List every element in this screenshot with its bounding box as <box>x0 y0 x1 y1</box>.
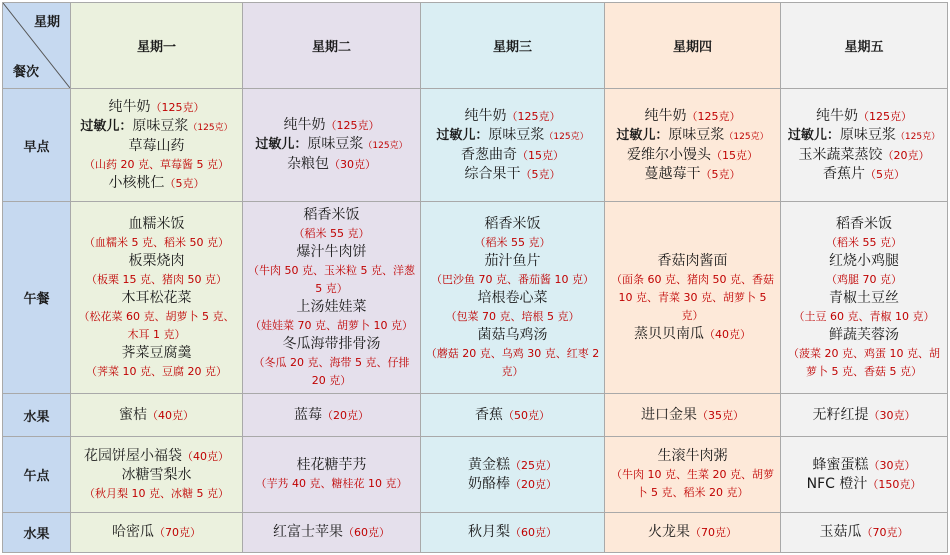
header-row <box>3 3 948 89</box>
menu-line <box>247 335 416 354</box>
menu-line <box>75 363 238 381</box>
portion-amount: （125克） <box>724 131 769 142</box>
dish-name: 原味豆浆 <box>668 126 725 143</box>
menu-line <box>247 243 416 262</box>
portion-amount: （125克） <box>544 131 589 142</box>
menu-line <box>425 475 600 494</box>
cell-fruit2-mon <box>71 513 243 553</box>
portion-amount: （15克） <box>517 148 564 162</box>
menu-line <box>75 215 238 234</box>
allergy-label: 过敏儿： <box>436 127 489 143</box>
menu-line <box>609 523 776 542</box>
dish-name: 爱维尔小馒头 <box>627 146 711 163</box>
dish-name: 原味豆浆 <box>132 117 189 134</box>
menu-line <box>785 406 943 425</box>
portion-amount: （芋艿 40 克、糖桂花 10 克） <box>255 477 408 490</box>
menu-line <box>425 165 600 184</box>
dish-name: 火龙果 <box>648 524 690 540</box>
menu-line <box>75 485 238 503</box>
cell-breakfast-wed <box>421 89 605 202</box>
menu-line <box>75 289 238 308</box>
dish-name: 蒸贝贝南瓜 <box>634 325 704 342</box>
dish-name: 玉菇瓜 <box>819 524 862 540</box>
menu-line <box>785 289 943 308</box>
menu-line <box>609 466 776 502</box>
cell-fruit1-thu <box>605 394 781 437</box>
menu-line <box>785 456 943 475</box>
menu-line <box>609 252 776 271</box>
portion-amount: （牛肉 10 克、生菜 20 克、胡萝卜 5 克、稻米 20 克） <box>611 468 774 499</box>
corner-label-meal: 餐次 <box>13 65 40 80</box>
portion-amount: （稻米 55 克） <box>474 235 551 249</box>
portion-amount: （125克） <box>325 119 380 132</box>
menu-line <box>247 116 416 135</box>
menu-line <box>247 135 416 155</box>
menu-line <box>785 234 943 252</box>
day-header-thu: 星期四 <box>605 3 781 89</box>
menu-line <box>609 406 776 425</box>
menu-line <box>425 234 600 252</box>
menu-line <box>75 523 238 542</box>
day-header-fri: 星期五 <box>781 3 948 89</box>
allergy-label: 过敏儿： <box>787 127 840 143</box>
menu-line <box>247 406 416 425</box>
menu-line <box>75 271 238 289</box>
dish-name: 草莓山药 <box>128 137 185 154</box>
portion-amount: （松花菜 60 克、胡萝卜 5 克、木耳 1 克） <box>78 309 235 341</box>
portion-amount: （125克） <box>150 100 205 114</box>
menu-line <box>247 475 416 493</box>
dish-name: 纯牛奶 <box>108 98 151 115</box>
portion-amount: （20克） <box>882 148 930 162</box>
dish-name: 茄汁鱼片 <box>484 252 541 269</box>
portion-amount: （5克） <box>520 167 561 181</box>
portion-amount: （25克） <box>510 458 557 472</box>
menu-line <box>785 271 943 289</box>
row-snack <box>3 437 948 513</box>
dish-name: 菌菇乌鸡汤 <box>477 326 548 343</box>
allergy-label: 过敏儿： <box>80 118 133 134</box>
menu-line <box>785 126 943 146</box>
allergy-label: 过敏儿： <box>255 137 308 152</box>
menu-line <box>75 308 238 344</box>
portion-amount: （15克） <box>711 148 758 162</box>
portion-amount: （板栗 15 克、猪肉 50 克） <box>86 272 227 286</box>
cell-snack-mon <box>71 437 243 513</box>
portion-amount: （冬瓜 20 克、海带 5 克、仔排 20 克） <box>253 355 410 387</box>
menu-line <box>785 308 943 326</box>
corner-label-weekday: 星期 <box>33 15 60 30</box>
menu-line <box>247 225 416 243</box>
menu-line <box>785 252 943 271</box>
portion-amount: （娃娃菜 70 克、胡萝卜 10 克） <box>250 318 413 332</box>
portion-amount: （40克） <box>182 449 229 463</box>
cell-lunch-tue <box>243 202 421 394</box>
dish-name: 综合果干 <box>464 165 521 182</box>
dish-name: 小核桃仁 <box>108 174 165 191</box>
corner-cell <box>3 3 71 89</box>
dish-name: NFC 橙汁 <box>806 475 868 492</box>
weekly-menu-table <box>2 2 948 553</box>
dish-name: 香菇肉酱面 <box>657 252 728 269</box>
dish-name: 青椒土豆丝 <box>829 289 899 306</box>
menu-line <box>425 271 600 289</box>
portion-amount: （巴沙鱼 70 克、番茄酱 10 克） <box>431 272 594 286</box>
dish-name: 爆汁牛肉饼 <box>296 243 367 260</box>
portion-amount: （125克） <box>686 109 741 123</box>
portion-amount: （牛肉 50 克、玉米粒 5 克、洋葱 5 克） <box>248 263 415 295</box>
portion-amount: （125克） <box>506 109 561 123</box>
cell-fruit1-fri <box>781 394 948 437</box>
menu-line <box>425 345 600 381</box>
portion-amount: （面条 60 克、猪肉 50 克、香菇 10 克、青菜 30 克、胡萝卜 5 克） <box>611 272 774 322</box>
portion-amount: （125克） <box>363 141 408 151</box>
menu-line <box>785 165 943 184</box>
cell-lunch-thu <box>605 202 781 394</box>
portion-amount: （稻米 55 克） <box>293 226 370 240</box>
cell-breakfast-thu <box>605 89 781 202</box>
dish-name: 纯牛奶 <box>644 107 687 124</box>
menu-line <box>75 447 238 466</box>
menu-line <box>609 107 776 126</box>
menu-line <box>609 165 776 184</box>
menu-line <box>785 146 943 165</box>
dish-name: 血糯米饭 <box>128 215 185 232</box>
meal-header-breakfast: 早点 <box>3 89 71 202</box>
dish-name: 冰糖雪梨水 <box>121 466 192 483</box>
portion-amount: （菠菜 20 克、鸡蛋 10 克、胡萝卜 5 克、香菇 5 克） <box>788 346 940 378</box>
portion-amount: （40克） <box>704 327 751 341</box>
dish-name: 生滚牛肉粥 <box>657 448 728 464</box>
cell-fruit2-thu <box>605 513 781 553</box>
menu-line <box>247 155 416 174</box>
portion-amount: （荠菜 10 克、豆腐 20 克） <box>86 364 227 378</box>
portion-amount: （70克） <box>154 526 201 539</box>
dish-name: 无籽红提 <box>812 406 869 423</box>
menu-line <box>425 326 600 345</box>
menu-line <box>425 146 600 165</box>
menu-line <box>247 456 416 475</box>
dish-name: 稻香米饭 <box>303 206 360 223</box>
meal-header-fruit-1: 水果 <box>3 394 71 437</box>
portion-amount: （125克） <box>188 122 233 133</box>
portion-amount: （5克） <box>700 167 741 181</box>
dish-name: 荠菜豆腐羹 <box>121 344 192 361</box>
menu-line <box>425 126 600 146</box>
menu-line <box>425 308 600 326</box>
meal-header-lunch: 午餐 <box>3 202 71 394</box>
dish-name: 红富士苹果 <box>273 524 343 540</box>
cell-breakfast-fri <box>781 89 948 202</box>
menu-line <box>75 344 238 363</box>
cell-fruit2-wed <box>421 513 605 553</box>
cell-lunch-mon <box>71 202 243 394</box>
meal-header-fruit-2: 水果 <box>3 513 71 553</box>
portion-amount: （30克） <box>329 158 376 171</box>
portion-amount: （30克） <box>868 458 916 472</box>
menu-line <box>247 354 416 390</box>
menu-line <box>609 271 776 325</box>
dish-name: 纯牛奶 <box>464 107 507 124</box>
dish-name: 蔓越莓干 <box>644 165 701 182</box>
menu-line <box>785 345 943 381</box>
meal-header-snack: 午点 <box>3 437 71 513</box>
menu-line <box>247 523 416 542</box>
row-fruit-1 <box>3 394 948 437</box>
dish-name: 秋月梨 <box>468 524 510 540</box>
cell-breakfast-tue <box>243 89 421 202</box>
dish-name: 香蕉 <box>475 406 503 423</box>
dish-name: 桂花糖芋艿 <box>296 457 367 473</box>
dish-name: 纯牛奶 <box>283 117 326 133</box>
cell-snack-fri <box>781 437 948 513</box>
portion-amount: （20克） <box>322 408 369 422</box>
menu-line <box>247 206 416 225</box>
portion-amount: （150克） <box>867 477 922 491</box>
cell-fruit2-fri <box>781 513 948 553</box>
dish-name: 稻香米饭 <box>484 215 541 232</box>
menu-line <box>425 456 600 475</box>
portion-amount: （125克） <box>895 131 941 142</box>
dish-name: 黄金糕 <box>468 456 510 473</box>
portion-amount: （血糯米 5 克、稻米 50 克） <box>84 235 229 249</box>
menu-line <box>785 523 943 542</box>
dish-name: 纯牛奶 <box>816 107 858 124</box>
menu-line <box>75 117 238 137</box>
menu-line <box>609 447 776 466</box>
menu-line <box>75 406 238 425</box>
cell-fruit1-wed <box>421 394 605 437</box>
menu-line <box>75 137 238 156</box>
dish-name: 香葱曲奇 <box>461 146 517 163</box>
cell-fruit2-tue <box>243 513 421 553</box>
portion-amount: （秋月梨 10 克、冰糖 5 克） <box>84 486 229 500</box>
portion-amount: （山药 20 克、草莓酱 5 克） <box>84 157 229 171</box>
dish-name: 玉米蔬菜蒸饺 <box>798 146 883 163</box>
dish-name: 香蕉片 <box>823 165 865 182</box>
portion-amount: （土豆 60 克、青椒 10 克） <box>793 309 935 323</box>
menu-line <box>247 317 416 335</box>
dish-name: 哈密瓜 <box>112 524 154 540</box>
menu-line <box>425 252 600 271</box>
menu-line <box>425 289 600 308</box>
cell-snack-wed <box>421 437 605 513</box>
menu-line <box>75 466 238 485</box>
cell-fruit1-tue <box>243 394 421 437</box>
allergy-label: 过敏儿： <box>616 127 669 143</box>
portion-amount: （50克） <box>503 408 550 422</box>
portion-amount: （40克） <box>147 408 194 422</box>
day-header-tue: 星期二 <box>243 3 421 89</box>
menu-line <box>75 98 238 117</box>
cell-lunch-fri <box>781 202 948 394</box>
dish-name: 冬瓜海带排骨汤 <box>282 335 381 352</box>
dish-name: 蜜桔 <box>119 406 147 423</box>
portion-amount: （60克） <box>510 526 557 539</box>
menu-line <box>425 107 600 126</box>
cell-fruit1-mon <box>71 394 243 437</box>
dish-name: 木耳松花菜 <box>121 289 192 306</box>
menu-line <box>785 107 943 126</box>
menu-line <box>609 146 776 165</box>
dish-name: 原味豆浆 <box>307 136 364 152</box>
menu-line <box>247 298 416 317</box>
dish-name: 红烧小鸡腿 <box>829 252 899 269</box>
day-header-mon: 星期一 <box>71 3 243 89</box>
menu-line <box>75 174 238 193</box>
dish-name: 奶酪棒 <box>468 475 510 492</box>
menu-line <box>609 325 776 344</box>
dish-name: 杂粮包 <box>287 156 329 172</box>
row-lunch <box>3 202 948 394</box>
portion-amount: （稻米 55 克） <box>826 235 902 249</box>
menu-line <box>425 523 600 542</box>
menu-line <box>785 215 943 234</box>
menu-line <box>785 326 943 345</box>
day-header-wed: 星期三 <box>421 3 605 89</box>
dish-name: 稻香米饭 <box>836 215 892 232</box>
dish-name: 蓝莓 <box>294 406 322 423</box>
portion-amount: （30克） <box>868 408 916 422</box>
portion-amount: （蘑菇 20 克、乌鸡 30 克、红枣 2 克） <box>425 346 600 378</box>
portion-amount: （包菜 70 克、培根 5 克） <box>445 309 580 323</box>
portion-amount: （70克） <box>690 526 737 539</box>
row-fruit-2 <box>3 513 948 553</box>
portion-amount: （125克） <box>858 109 912 123</box>
dish-name: 原味豆浆 <box>488 126 545 143</box>
menu-line <box>75 252 238 271</box>
menu-line <box>247 262 416 298</box>
menu-line <box>425 406 600 425</box>
portion-amount: （20克） <box>510 477 557 491</box>
menu-line <box>785 475 943 494</box>
menu-line <box>609 126 776 146</box>
dish-name: 鲜蔬芙蓉汤 <box>829 326 899 343</box>
cell-snack-thu <box>605 437 781 513</box>
row-breakfast <box>3 89 948 202</box>
menu-line <box>425 215 600 234</box>
portion-amount: （60克） <box>343 526 390 539</box>
dish-name: 上汤娃娃菜 <box>296 298 367 315</box>
dish-name: 进口金果 <box>641 406 697 423</box>
portion-amount: （5克） <box>164 176 205 190</box>
portion-amount: （鸡腿 70 克） <box>826 272 902 286</box>
dish-name: 蜂蜜蛋糕 <box>812 456 869 473</box>
portion-amount: （35克） <box>697 408 744 422</box>
cell-snack-tue <box>243 437 421 513</box>
menu-line <box>75 234 238 252</box>
dish-name: 原味豆浆 <box>839 126 896 143</box>
dish-name: 花园饼屋小福袋 <box>84 447 182 464</box>
portion-amount: （5克） <box>865 167 905 181</box>
portion-amount: （70克） <box>861 526 909 539</box>
cell-lunch-wed <box>421 202 605 394</box>
dish-name: 培根卷心菜 <box>477 289 548 306</box>
menu-line <box>75 156 238 174</box>
dish-name: 板栗烧肉 <box>128 252 185 269</box>
cell-breakfast-mon <box>71 89 243 202</box>
